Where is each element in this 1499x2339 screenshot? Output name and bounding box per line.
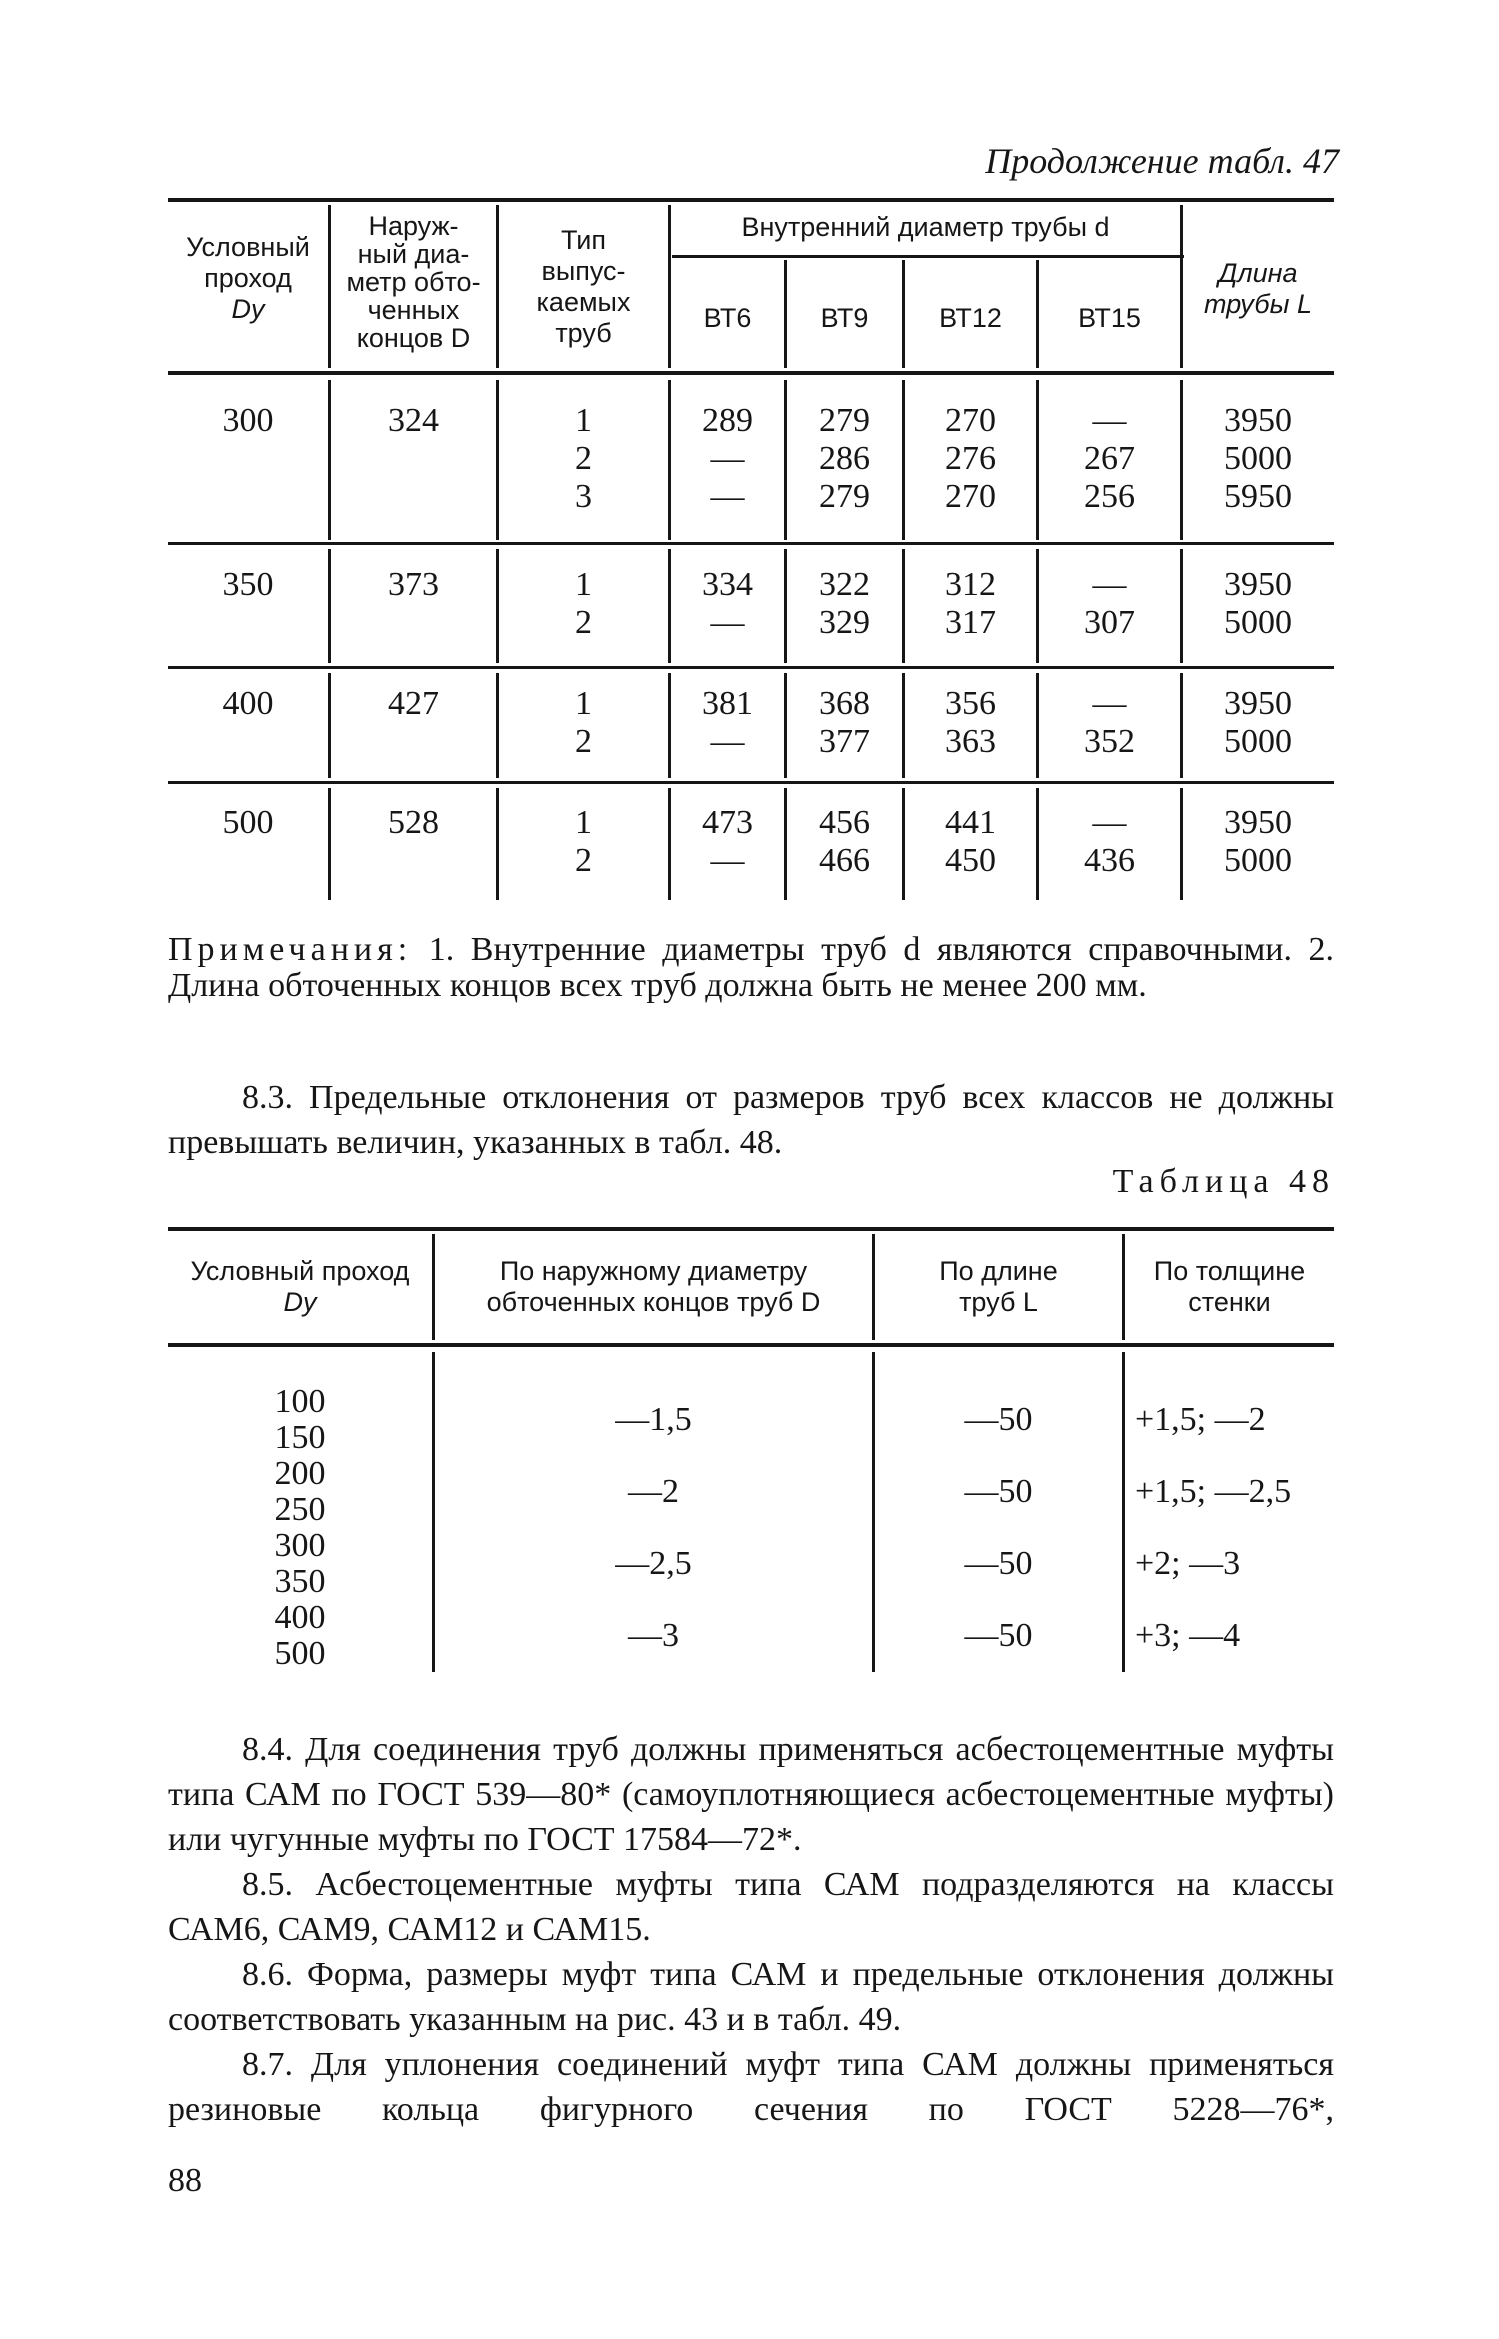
paragraph-number: 8.7. <box>242 2046 293 2083</box>
cell-bt6: 381 — <box>702 685 753 760</box>
cell-pipe-types: 1 2 <box>575 804 592 879</box>
table-47-subheader-rule <box>672 255 1184 258</box>
cell-outer-diameter: 427 <box>388 685 439 722</box>
cell-bt6: 289 — — <box>702 402 753 515</box>
list-item: 350 <box>274 1563 326 1600</box>
paragraph-number: 8.6. <box>242 1956 293 1993</box>
cell-bt15: — 307 <box>1084 566 1135 641</box>
header-nominal-bore: Условный проход Dу <box>186 232 310 324</box>
cell-nominal-bore: 350 <box>222 566 274 603</box>
cell-bt9: 456 466 <box>819 804 870 879</box>
header-pipe-type: Тип выпус- каемых труб <box>536 225 631 348</box>
list-item: 500 <box>274 1635 326 1672</box>
header-inner-diameter: Внутренний диаметр трубы d <box>741 212 1110 242</box>
cell-pipe-types: 1 2 3 <box>575 402 592 515</box>
paragraph-8-4 <box>168 1727 1334 1862</box>
header-nominal-bore: Условный проход Dу <box>190 1256 410 1317</box>
paragraph-text: Для уплонения соединений муфт типа САМ должны применяться резиновые кольца фигурного сечения по ГОСТ 5228—76*, <box>168 2046 1334 2128</box>
paragraph-number: 8.4. <box>242 1731 293 1768</box>
paragraph-8-7 <box>168 2042 1334 2132</box>
cell-bt9: 279 286 279 <box>819 402 870 515</box>
table-47-group-rule <box>168 542 1334 545</box>
cell-bt12: 356 363 <box>945 685 996 760</box>
table-47-group-rule <box>168 781 1334 784</box>
notes-text: 1. Внутренние диаметры труб d являются справочными. 2. Длина обточенных концов всех труб должна быть не менее 200 мм. <box>168 931 1334 1004</box>
header-bt6: ВТ6 <box>703 303 752 333</box>
cell-bt12: 312 317 <box>945 566 996 641</box>
table-continuation-caption: Продолжение табл. 47 <box>985 141 1339 181</box>
notes-label: Примечания: <box>168 931 413 968</box>
cell-pipe-length: 3950 5000 <box>1224 804 1292 879</box>
cell-pipe-types: 1 2 <box>575 566 592 641</box>
cell-pipe-types: 1 2 <box>575 685 592 760</box>
paragraph-8-3 <box>168 1075 1334 1165</box>
table-47-header-rule <box>168 371 1334 375</box>
header-length-deviation: По длине труб L <box>939 1256 1058 1317</box>
header-bt15: ВТ15 <box>1078 303 1141 333</box>
cell-nominal-bore: 400 <box>222 685 274 722</box>
paragraph-number: 8.5. <box>242 1866 293 1903</box>
header-outer-deviation: По наружному диаметру обточенных концов труб D <box>486 1256 821 1317</box>
list-item: 400 <box>274 1599 326 1636</box>
cell-bt15: — 352 <box>1084 685 1135 760</box>
cell-length-deviation: —50 —50 —50 —50 <box>964 1401 1033 1654</box>
cell-wall-deviation: +1,5; —2 +1,5; —2,5 +2; —3 +3; —4 <box>1135 1401 1292 1654</box>
list-item: 300 <box>274 1527 326 1564</box>
cell-bt12: 441 450 <box>945 804 996 879</box>
cell-bt12: 270 276 270 <box>945 402 996 515</box>
list-item: 150 <box>274 1419 326 1456</box>
cell-nominal-bore: 500 <box>222 804 274 841</box>
header-bt9: ВТ9 <box>820 303 869 333</box>
nominal-bore-list <box>168 1384 432 1672</box>
table-48-top-rule <box>168 1227 1334 1231</box>
list-item: 200 <box>274 1455 326 1492</box>
header-pipe-length: Длина трубы L <box>1204 258 1312 319</box>
cell-pipe-length: 3950 5000 <box>1224 685 1292 760</box>
cell-bt9: 368 377 <box>819 685 870 760</box>
cell-outer-diameter: 324 <box>388 402 439 439</box>
paragraph-text: Асбестоцементные муфты типа САМ подразделяются на классы САМ6, САМ9, САМ12 и САМ15. <box>168 1866 1334 1948</box>
cell-outer-deviation: —1,5 —2 —2,5 —3 <box>615 1401 692 1654</box>
table-47-top-rule <box>168 198 1334 202</box>
paragraph-text: Предельные отклонения от размеров труб всех классов не должны превышать величин, указанных в табл. 48. <box>168 1079 1334 1161</box>
cell-bt15: — 436 <box>1084 804 1135 879</box>
list-item: 100 <box>274 1383 326 1420</box>
table-48-column-rule <box>1122 1352 1125 1672</box>
table-47-notes <box>168 932 1334 1004</box>
cell-outer-diameter: 373 <box>388 566 439 603</box>
cell-pipe-length: 3950 5000 <box>1224 566 1292 641</box>
header-wall-deviation: По толщине стенки <box>1153 1256 1306 1317</box>
page-number: 88 <box>168 2162 202 2199</box>
header-bt12: ВТ12 <box>939 303 1002 333</box>
paragraph-text: Для соединения труб должны применяться асбестоцементные муфты типа САМ по ГОСТ 539—80* (самоуплотняющиеся асбестоцементные муфты) или чугунные муфты по ГОСТ 17584—72*. <box>168 1731 1334 1858</box>
cell-nominal-bore: 300 <box>222 402 274 439</box>
table-48-title: Таблица 48 <box>1112 1163 1335 1200</box>
cell-bt6: 334 — <box>702 566 753 641</box>
paragraph-8-6 <box>168 1952 1334 2042</box>
cell-bt9: 322 329 <box>819 566 870 641</box>
cell-outer-diameter: 528 <box>388 804 439 841</box>
paragraph-8-5 <box>168 1862 1334 1952</box>
table-48-header-rule <box>168 1343 1334 1347</box>
paragraph-number: 8.3. <box>242 1079 293 1116</box>
cell-bt6: 473 — <box>702 804 753 879</box>
paragraph-text: Форма, размеры муфт типа САМ и предельные отклонения должны соответствовать указанным на рис. 43 и в табл. 49. <box>168 1956 1334 2038</box>
list-item: 250 <box>274 1491 326 1528</box>
table-47-group-rule <box>168 666 1334 669</box>
header-outer-diameter: Наруж- ный диа- метр обто- ченных концов D <box>346 211 481 353</box>
cell-bt15: — 267 256 <box>1084 402 1135 515</box>
cell-pipe-length: 3950 5000 5950 <box>1224 402 1292 515</box>
